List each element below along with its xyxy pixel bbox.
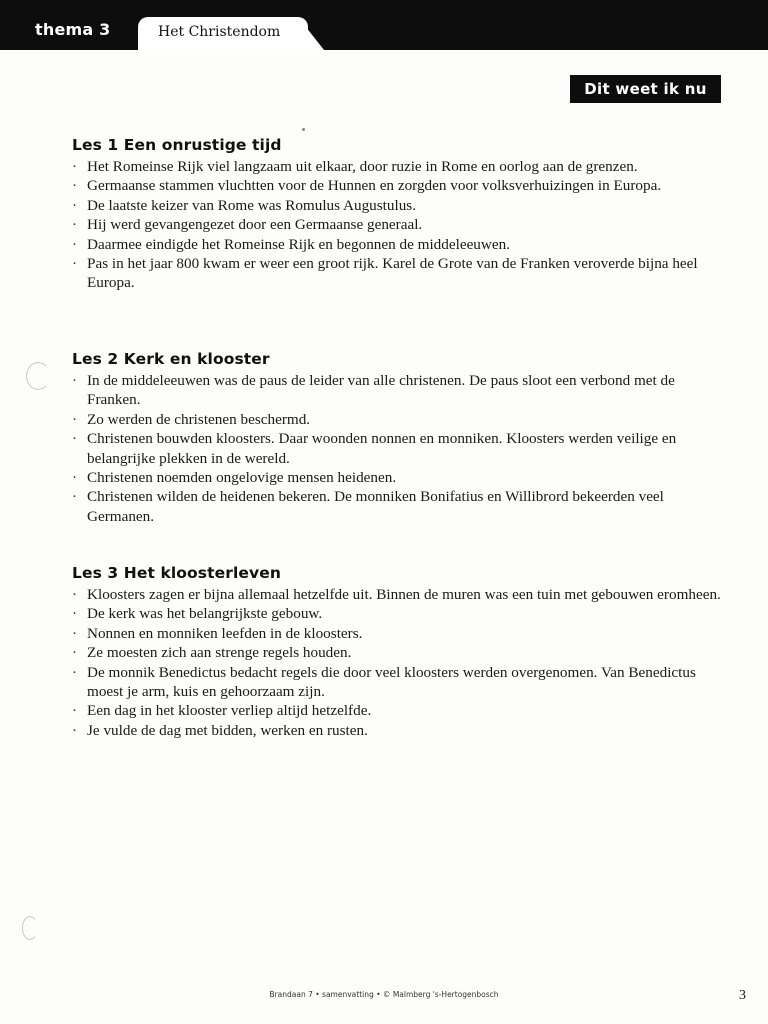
list-item-text: De laatste keizer van Rome was Romulus Augustulus.: [87, 196, 417, 214]
summary-badge: Dit weet ik nu: [570, 75, 721, 103]
list-item: [72, 429, 732, 468]
section-heading: Les 2 Kerk en klooster: [72, 350, 270, 368]
section-heading: Les 1 Een onrustige tijd: [72, 136, 282, 154]
list-item: [72, 468, 732, 487]
section-heading: Les 3 Het kloosterleven: [72, 564, 281, 582]
binder-hole-mark: [26, 362, 50, 390]
bullet-dot: ·: [72, 702, 78, 720]
list-item: [72, 254, 732, 293]
binder-hole-mark: [22, 916, 38, 940]
bullet-list: [72, 371, 732, 526]
bullet-dot: ·: [72, 216, 78, 234]
theme-label: thema 3: [35, 20, 111, 39]
section-les-2: [72, 350, 732, 526]
bullet-dot: ·: [72, 469, 78, 487]
list-item-text: Germaanse stammen vluchtten voor de Hunnen en zorgden voor volksverhuizingen in Europa.: [87, 177, 662, 195]
header-band: [0, 0, 768, 50]
bullet-dot: ·: [72, 372, 78, 389]
list-item-text: Je vulde de dag met bidden, werken en rusten.: [87, 721, 368, 739]
list-item: [72, 487, 732, 526]
list-item-text: Kloosters zagen er bijna allemaal hetzelfde uit. Binnen de muren was een tuin met gebouwen eromheen.: [87, 586, 721, 603]
bullet-dot: ·: [72, 644, 78, 662]
list-item: [72, 157, 732, 176]
list-item: [72, 215, 732, 234]
bullet-dot: ·: [72, 430, 78, 448]
list-item-text: Christenen bouwden kloosters. Daar woonden nonnen en monniken. Kloosters werden veilige en belangrijke plekken in de wereld.: [87, 430, 677, 467]
list-item: [72, 410, 732, 429]
list-item-text: Christenen noemden ongelovige mensen heidenen.: [87, 469, 397, 487]
list-item-text: Christenen wilden de heidenen bekeren. De monniken Bonifatius en Willibrord bekeerden veel Germanen.: [87, 488, 664, 525]
bullet-dot: ·: [72, 235, 78, 253]
list-item: [72, 371, 732, 410]
list-item: [72, 196, 732, 215]
list-item-text: De kerk was het belangrijkste gebouw.: [87, 605, 323, 623]
list-item: [72, 176, 732, 195]
list-item-text: Een dag in het klooster verliep altijd hetzelfde.: [87, 702, 372, 720]
bullet-dot: ·: [72, 255, 78, 273]
bullet-list: [72, 585, 732, 740]
bullet-dot: ·: [72, 488, 78, 506]
list-item: [72, 721, 732, 740]
section-les-1: [72, 136, 732, 293]
list-item-text: Pas in het jaar 800 kwam er weer een groot rijk. Karel de Grote van de Franken veroverde bijna heel Europa.: [87, 255, 698, 292]
list-item: [72, 663, 732, 702]
bullet-dot: ·: [72, 605, 78, 623]
scan-speck: [302, 128, 305, 131]
list-item: [72, 643, 732, 662]
list-item: [72, 604, 732, 623]
list-item: [72, 235, 732, 254]
bullet-dot: ·: [72, 177, 78, 195]
list-item: [72, 624, 732, 643]
bullet-list: [72, 157, 732, 293]
list-item-text: In de middeleeuwen was de paus de leider van alle christenen. De paus sloot een verbond met de Franken.: [87, 372, 675, 409]
list-item-text: Daarmee eindigde het Romeinse Rijk en begonnen de middeleeuwen.: [87, 235, 511, 253]
bullet-dot: ·: [72, 663, 78, 681]
bullet-dot: ·: [72, 586, 78, 603]
bullet-dot: ·: [72, 721, 78, 739]
list-item: [72, 585, 732, 604]
list-item-text: Hij werd gevangengezet door een Germaanse generaal.: [87, 216, 423, 234]
bullet-dot: ·: [72, 410, 78, 428]
list-item-text: Zo werden de christenen beschermd.: [87, 410, 311, 428]
list-item-text: Nonnen en monniken leefden in de kloosters.: [87, 624, 363, 642]
page-number: 3: [739, 988, 746, 1003]
theme-tab-edge: [298, 17, 324, 50]
bullet-dot: ·: [72, 196, 78, 214]
footer-credit: Brandaan 7 • samenvatting • © Malmberg 's-Hertogenbosch: [269, 990, 499, 999]
list-item-text: Het Romeinse Rijk viel langzaam uit elkaar, door ruzie in Rome en oorlog aan de grenzen.: [87, 158, 638, 175]
section-les-3: [72, 564, 732, 740]
list-item-text: Ze moesten zich aan strenge regels houden.: [87, 644, 352, 662]
list-item-text: De monnik Benedictus bedacht regels die door veel kloosters werden overgenomen. Van Benedictus moest je arm, kuis en gehoorzaam zijn.: [87, 663, 696, 701]
bullet-dot: ·: [72, 158, 78, 175]
bullet-dot: ·: [72, 624, 78, 642]
theme-title: Het Christendom: [158, 24, 281, 40]
list-item: [72, 701, 732, 720]
